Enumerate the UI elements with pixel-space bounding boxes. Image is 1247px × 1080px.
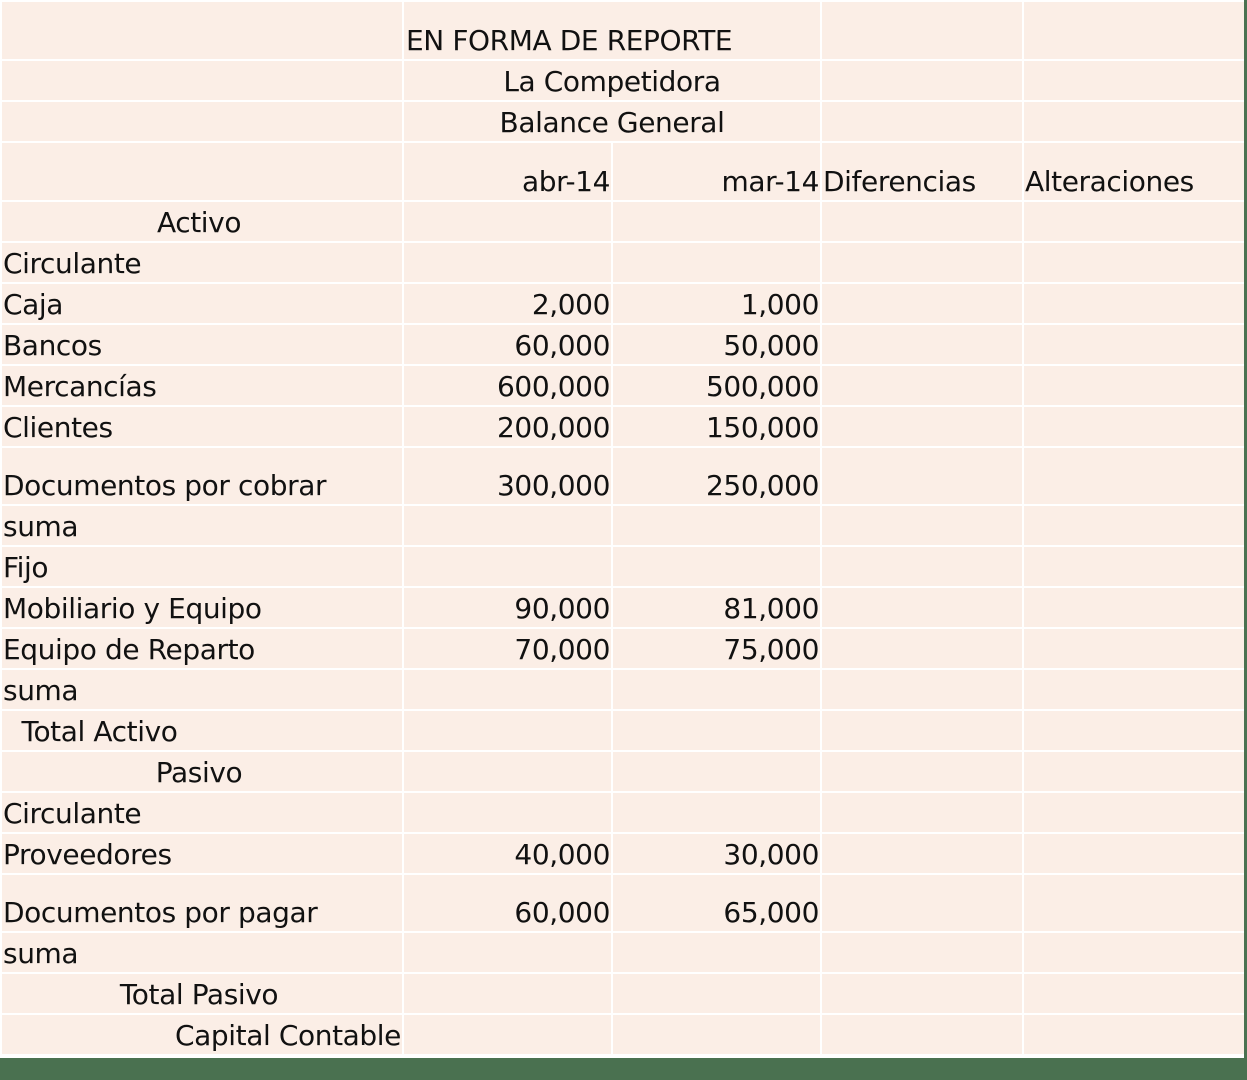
account-label: Proveedores bbox=[3, 838, 172, 871]
value-abr: 90,000 bbox=[514, 592, 610, 625]
column-header-alteraciones[interactable] bbox=[1024, 143, 1245, 200]
cell-abr[interactable] bbox=[404, 670, 611, 709]
row-label[interactable] bbox=[2, 588, 402, 627]
account-label: Caja bbox=[3, 288, 64, 321]
subtotal-label: suma bbox=[3, 937, 79, 970]
cell-alteraciones[interactable] bbox=[1024, 1015, 1245, 1054]
cell-diferencias[interactable] bbox=[822, 974, 1022, 1013]
column-header-abr[interactable] bbox=[404, 143, 611, 200]
cell-abr[interactable] bbox=[404, 588, 611, 627]
row-label[interactable] bbox=[2, 506, 402, 545]
cell-d1[interactable] bbox=[822, 2, 1022, 59]
subtotal-label: suma bbox=[3, 510, 79, 543]
cell-mar[interactable] bbox=[613, 243, 820, 282]
row-label[interactable] bbox=[2, 448, 402, 504]
column-header-abr-label: abr-14 bbox=[522, 165, 610, 198]
value-mar: 50,000 bbox=[723, 329, 819, 362]
slide-footer-bar bbox=[0, 1058, 1247, 1080]
cell-diferencias[interactable] bbox=[822, 325, 1022, 364]
row-label[interactable] bbox=[2, 202, 402, 241]
subsection-circulante: Circulante bbox=[3, 247, 142, 280]
cell-diferencias[interactable] bbox=[822, 1015, 1022, 1054]
cell-diferencias[interactable] bbox=[822, 875, 1022, 931]
cell-abr[interactable] bbox=[404, 834, 611, 873]
cell-abr[interactable] bbox=[404, 506, 611, 545]
value-mar: 81,000 bbox=[723, 592, 819, 625]
cell-a4[interactable] bbox=[2, 143, 402, 200]
cell-alteraciones[interactable] bbox=[1024, 284, 1245, 323]
cell-alteraciones[interactable] bbox=[1024, 974, 1245, 1013]
column-header-mar[interactable] bbox=[613, 143, 820, 200]
total-pasivo-label: Total Pasivo bbox=[119, 978, 279, 1011]
row-label[interactable] bbox=[2, 407, 402, 446]
company-name-cell[interactable] bbox=[404, 61, 820, 100]
cell-alteraciones[interactable] bbox=[1024, 670, 1245, 709]
cell-alteraciones[interactable] bbox=[1024, 407, 1245, 446]
column-header-alteraciones-label: Alteraciones bbox=[1025, 165, 1194, 198]
cell-abr[interactable] bbox=[404, 793, 611, 832]
cell-alteraciones[interactable] bbox=[1024, 629, 1245, 668]
statement-name: Balance General bbox=[499, 106, 725, 139]
cell-a2[interactable] bbox=[2, 61, 402, 100]
cell-abr[interactable] bbox=[404, 284, 611, 323]
cell-diferencias[interactable] bbox=[822, 834, 1022, 873]
value-abr: 70,000 bbox=[514, 633, 610, 666]
account-label: Bancos bbox=[3, 329, 102, 362]
cell-d2[interactable] bbox=[822, 61, 1022, 100]
cell-diferencias[interactable] bbox=[822, 670, 1022, 709]
cell-alteraciones[interactable] bbox=[1024, 325, 1245, 364]
row-label[interactable] bbox=[2, 366, 402, 405]
cell-diferencias[interactable] bbox=[822, 366, 1022, 405]
cell-alteraciones[interactable] bbox=[1024, 711, 1245, 750]
section-heading-pasivo: Pasivo bbox=[155, 756, 243, 789]
capital-contable-label: Capital Contable bbox=[174, 1019, 401, 1052]
cell-diferencias[interactable] bbox=[822, 284, 1022, 323]
account-label: Mobiliario y Equipo bbox=[3, 592, 262, 625]
row-label[interactable] bbox=[2, 752, 402, 791]
cell-mar[interactable] bbox=[613, 506, 820, 545]
statement-name-cell[interactable] bbox=[404, 102, 820, 141]
row-label[interactable] bbox=[2, 547, 402, 586]
account-label: Documentos por cobrar bbox=[3, 469, 327, 502]
cell-alteraciones[interactable] bbox=[1024, 448, 1245, 504]
value-mar: 65,000 bbox=[723, 896, 819, 929]
cell-diferencias[interactable] bbox=[822, 711, 1022, 750]
company-name: La Competidora bbox=[503, 65, 721, 98]
value-mar: 1,000 bbox=[740, 288, 819, 321]
cell-e1[interactable] bbox=[1024, 2, 1245, 59]
cell-mar[interactable] bbox=[613, 875, 820, 931]
cell-d3[interactable] bbox=[822, 102, 1022, 141]
cell-abr[interactable] bbox=[404, 366, 611, 405]
cell-mar[interactable] bbox=[613, 793, 820, 832]
cell-mar[interactable] bbox=[613, 974, 820, 1013]
cell-mar[interactable] bbox=[613, 588, 820, 627]
row-label[interactable] bbox=[2, 1015, 402, 1054]
cell-diferencias[interactable] bbox=[822, 506, 1022, 545]
cell-mar[interactable] bbox=[613, 202, 820, 241]
cell-alteraciones[interactable] bbox=[1024, 752, 1245, 791]
cell-alteraciones[interactable] bbox=[1024, 793, 1245, 832]
row-label[interactable] bbox=[2, 629, 402, 668]
row-label[interactable] bbox=[2, 711, 402, 750]
cell-mar[interactable] bbox=[613, 366, 820, 405]
cell-e2[interactable] bbox=[1024, 61, 1245, 100]
value-abr: 60,000 bbox=[514, 896, 610, 929]
cell-mar[interactable] bbox=[613, 284, 820, 323]
cell-diferencias[interactable] bbox=[822, 448, 1022, 504]
row-label[interactable] bbox=[2, 875, 402, 931]
cell-mar[interactable] bbox=[613, 407, 820, 446]
value-mar: 250,000 bbox=[706, 469, 819, 502]
cell-mar[interactable] bbox=[613, 933, 820, 972]
cell-abr[interactable] bbox=[404, 325, 611, 364]
cell-abr[interactable] bbox=[404, 711, 611, 750]
value-abr: 60,000 bbox=[514, 329, 610, 362]
cell-diferencias[interactable] bbox=[822, 202, 1022, 241]
cell-abr[interactable] bbox=[404, 933, 611, 972]
cell-mar[interactable] bbox=[613, 325, 820, 364]
cell-alteraciones[interactable] bbox=[1024, 202, 1245, 241]
cell-diferencias[interactable] bbox=[822, 629, 1022, 668]
cell-abr[interactable] bbox=[404, 448, 611, 504]
row-label[interactable] bbox=[2, 243, 402, 282]
row-label[interactable] bbox=[2, 670, 402, 709]
cell-diferencias[interactable] bbox=[822, 547, 1022, 586]
value-abr: 200,000 bbox=[497, 411, 610, 444]
value-abr: 600,000 bbox=[497, 370, 610, 403]
row-label[interactable] bbox=[2, 325, 402, 364]
report-title: EN FORMA DE REPORTE bbox=[406, 24, 733, 57]
cell-diferencias[interactable] bbox=[822, 933, 1022, 972]
subtotal-label: suma bbox=[3, 674, 79, 707]
value-abr: 300,000 bbox=[497, 469, 610, 502]
row-label[interactable] bbox=[2, 834, 402, 873]
cell-alteraciones[interactable] bbox=[1024, 933, 1245, 972]
cell-mar[interactable] bbox=[613, 752, 820, 791]
cell-alteraciones[interactable] bbox=[1024, 875, 1245, 931]
cell-abr[interactable] bbox=[404, 1015, 611, 1054]
cell-alteraciones[interactable] bbox=[1024, 834, 1245, 873]
value-mar: 75,000 bbox=[723, 633, 819, 666]
account-label: Clientes bbox=[3, 411, 113, 444]
cell-diferencias[interactable] bbox=[822, 793, 1022, 832]
cell-mar[interactable] bbox=[613, 547, 820, 586]
subsection-fijo: Fijo bbox=[3, 551, 49, 584]
column-header-diferencias-label: Diferencias bbox=[823, 165, 976, 198]
cell-abr[interactable] bbox=[404, 752, 611, 791]
cell-alteraciones[interactable] bbox=[1024, 588, 1245, 627]
value-mar: 500,000 bbox=[706, 370, 819, 403]
column-header-mar-label: mar-14 bbox=[721, 165, 819, 198]
subsection-circulante: Circulante bbox=[3, 797, 142, 830]
value-mar: 30,000 bbox=[723, 838, 819, 871]
cell-alteraciones[interactable] bbox=[1024, 366, 1245, 405]
cell-abr[interactable] bbox=[404, 974, 611, 1013]
report-title-cell[interactable] bbox=[404, 2, 820, 59]
cell-a1[interactable] bbox=[2, 2, 402, 59]
cell-mar[interactable] bbox=[613, 834, 820, 873]
row-label[interactable] bbox=[2, 284, 402, 323]
total-activo-label: Total Activo bbox=[13, 715, 178, 748]
cell-abr[interactable] bbox=[404, 243, 611, 282]
cell-alteraciones[interactable] bbox=[1024, 506, 1245, 545]
cell-e3[interactable] bbox=[1024, 102, 1245, 141]
row-label[interactable] bbox=[2, 793, 402, 832]
cell-abr[interactable] bbox=[404, 875, 611, 931]
account-label: Equipo de Reparto bbox=[3, 633, 255, 666]
cell-diferencias[interactable] bbox=[822, 588, 1022, 627]
cell-abr[interactable] bbox=[404, 202, 611, 241]
cell-mar[interactable] bbox=[613, 629, 820, 668]
cell-abr[interactable] bbox=[404, 547, 611, 586]
section-heading-activo: Activo bbox=[156, 206, 242, 239]
column-header-diferencias[interactable] bbox=[822, 143, 1022, 200]
value-abr: 2,000 bbox=[531, 288, 610, 321]
cell-mar[interactable] bbox=[613, 711, 820, 750]
cell-diferencias[interactable] bbox=[822, 752, 1022, 791]
cell-abr[interactable] bbox=[404, 407, 611, 446]
account-label: Documentos por pagar bbox=[3, 896, 318, 929]
value-mar: 150,000 bbox=[706, 411, 819, 444]
value-abr: 40,000 bbox=[514, 838, 610, 871]
cell-mar[interactable] bbox=[613, 448, 820, 504]
cell-mar[interactable] bbox=[613, 1015, 820, 1054]
cell-mar[interactable] bbox=[613, 670, 820, 709]
row-label[interactable] bbox=[2, 974, 402, 1013]
cell-abr[interactable] bbox=[404, 629, 611, 668]
account-label: Mercancías bbox=[3, 370, 157, 403]
cell-alteraciones[interactable] bbox=[1024, 243, 1245, 282]
cell-alteraciones[interactable] bbox=[1024, 547, 1245, 586]
row-label[interactable] bbox=[2, 933, 402, 972]
cell-diferencias[interactable] bbox=[822, 407, 1022, 446]
cell-a3[interactable] bbox=[2, 102, 402, 141]
cell-diferencias[interactable] bbox=[822, 243, 1022, 282]
